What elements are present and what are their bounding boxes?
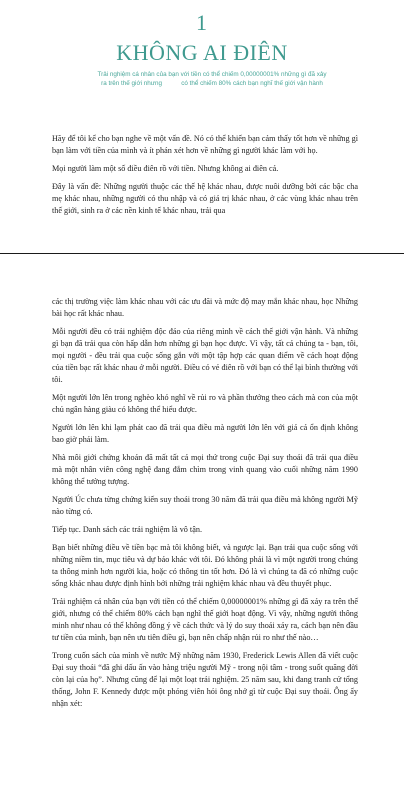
chapter-title: KHÔNG AI ĐIÊN — [116, 40, 288, 65]
paragraph: Đây là vấn đề: Những người thuộc các thế hệ khác nhau, được nuôi dưỡng bởi các bậc cha mẹ khác nhau, những người có thu nhập và có giá trị khác nhau, ở các vùng khác nhau trên thế giới, sinh ra ở các nền kinh tế khác nhau, trải qua — [52, 182, 358, 215]
page1-body — [52, 133, 358, 223]
page2-body — [52, 296, 358, 716]
epigraph-line-2: ra trên thế giới nhưng có thể chiếm 80% cách bạn nghĩ thế giới vận hành — [101, 80, 323, 87]
page-top — [0, 0, 404, 252]
paragraph: Người lớn lên khi lạm phát cao đã trải qua điều mà người lớn lên với giá cả ổn định không bao giờ phải làm. — [52, 423, 358, 444]
chapter-epigraph — [62, 70, 362, 88]
paragraph: các thị trường việc làm khác nhau với các ưu đãi và mức độ may mắn khác nhau, học Những bài học rất khác nhau. — [52, 297, 358, 318]
paragraph: Trong cuốn sách của mình về nước Mỹ những năm 1930, Frederick Lewis Allen đã viết cuộc Đại suy thoái “đã ghi dấu ấn vào hàng triệu người Mỹ - trong nội tâm - trong suốt quãng đời còn lại của họ”. Nhưng cũng để lại một loạt trải nghiệm. 25 năm sau, khi đang tranh cử tổng thống, John F. Kennedy được một phóng viên hỏi ông nhớ gì từ cuộc Đại suy thoái. Ông ấy nhận xét: — [52, 651, 358, 708]
paragraph: Hãy để tôi kể cho bạn nghe về một vấn đề. Nó có thể khiến bạn cảm thấy tốt hơn về những gì bạn làm với tiền của mình và ít phán xét hơn về những gì người khác làm với họ. — [52, 134, 358, 155]
paragraph: Mọi người làm một số điều điên rồ với tiền. Nhưng không ai điên cả. — [52, 164, 279, 173]
paragraph: Mỗi người đều có trải nghiệm độc đáo của riêng mình về cách thế giới vận hành. Và những gì bạn đã trải qua còn hấp dẫn hơn những gì bạn học được. Vì vậy, tất cả chúng ta - bạn, tôi, mọi người - đều trải qua cuộc sống gắn với một tập hợp các quan điểm về cách hoạt động của tiền bạc rất khác nhau ở mỗi người. Điều có vẻ điên rồ với bạn có thể lại bình thường với tôi. — [52, 327, 358, 384]
page-gap — [0, 254, 404, 294]
chapter-number: 1 — [196, 10, 208, 35]
paragraph: Trải nghiệm cá nhân của bạn với tiền có thể chiếm 0,00000001% những gì đã xảy ra trên thế giới, nhưng có thể chiếm 80% cách bạn nghĩ thế giới hoạt động. Vì vậy, những người thông minh như nhau có thể không đồng ý về cách thức và lý do suy thoái xảy ra, cách bạn nên đầu tư tiền của mình, bạn nên ưu tiên điều gì, bạn nên chấp nhận rủi ro như thế nào… — [52, 597, 358, 642]
paragraph: Người Úc chưa từng chứng kiến suy thoái trong 30 năm đã trải qua điều mà không người Mỹ nào từng có. — [52, 495, 358, 516]
paragraph: Một người lớn lên trong nghèo khó nghĩ về rủi ro và phần thưởng theo cách mà con của một chủ ngân hàng giàu có không thể hiểu được. — [52, 393, 358, 414]
paragraph: Tiếp tục. Danh sách các trải nghiệm là vô tận. — [52, 525, 202, 534]
paragraph: Bạn biết những điều về tiền bạc mà tôi không biết, và ngược lại. Bạn trải qua cuộc sống với những niềm tin, mục tiêu và dự báo khác với tôi. Đó không phải là vì một người trong chúng ta thông minh hơn người kia, hoặc có thông tin tốt hơn. Đó là vì chúng ta đã có những cuộc sống khác nhau được định hình bởi những trải nghiệm khác nhau và đều thuyết phục. — [52, 543, 358, 588]
epigraph-line-1: Trải nghiệm cá nhân của bạn với tiền có thể chiếm 0,00000001% những gì đã xảy — [97, 71, 327, 78]
paragraph: Nhà môi giới chứng khoán đã mất tất cả mọi thứ trong cuộc Đại suy thoái đã trải qua điều mà một nhân viên công nghệ đang đắm chìm trong vinh quang vào cuối những năm 1990 không thể tưởng tượng. — [52, 453, 358, 486]
